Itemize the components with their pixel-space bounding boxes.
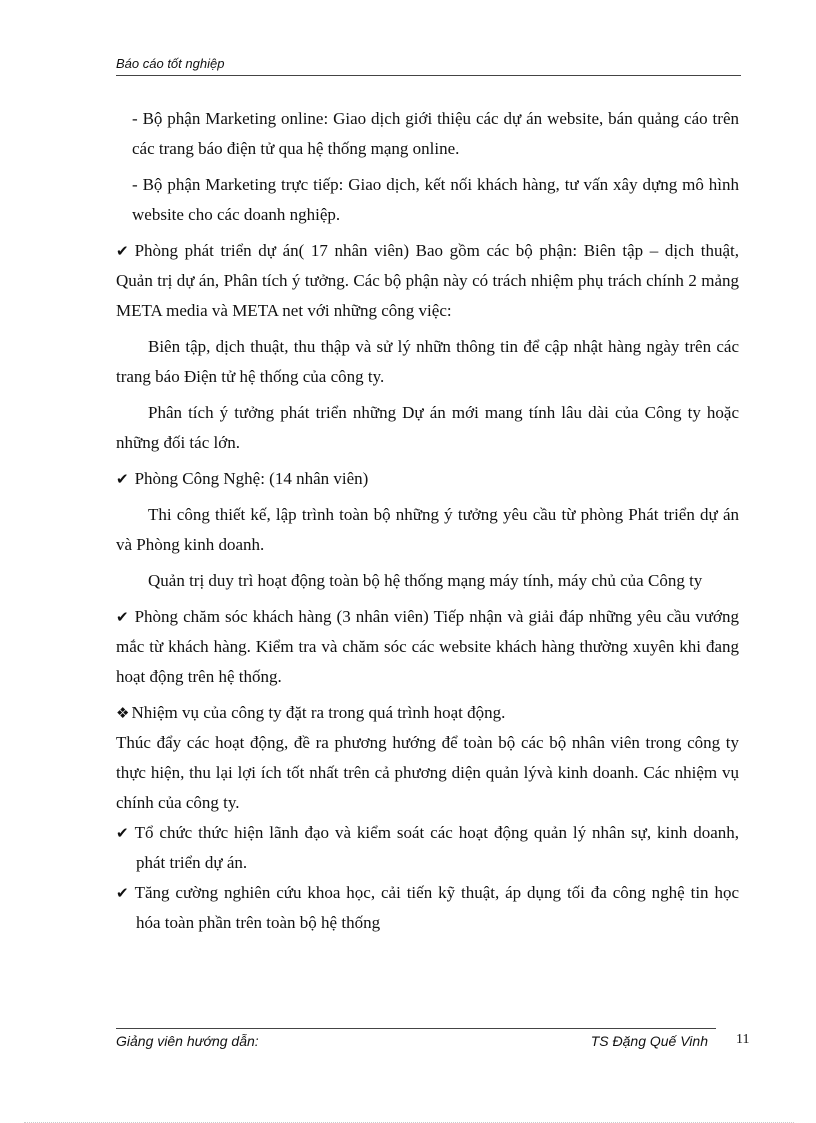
paragraph-marketing-direct: - Bộ phận Marketing trực tiếp: Giao dịch, kết nối khách hàng, tư vấn xây dựng mô hình website cho các doanh nghiệp. [132,175,739,224]
paragraph-mission-2 [116,878,739,938]
paragraph-text: Nhiệm vụ của công ty đặt ra trong quá trình hoạt động. [131,703,506,722]
paragraph-construction: Thi công thiết kế, lập trình toàn bộ những ý tưởng yêu cầu từ phòng Phát triển dự án và Phòng kinh doanh. [116,505,739,554]
footer-advisor-name: TS Đặng Quế Vinh [590,1033,708,1049]
paragraph-analysis: Phân tích ý tưởng phát triển những Dự án mới mang tính lâu dài của Công ty hoặc những đối tác lớn. [116,403,739,452]
header-title: Báo cáo tốt nghiệp [116,56,225,71]
paragraph-text: Phòng chăm sóc khách hàng (3 nhân viên) Tiếp nhận và giải đáp những yêu cầu vướng mắc từ khách hàng. Kiểm tra và chăm sóc các website khách hàng thường xuyên khi đang hoạt động trên hệ thống. [116,607,739,686]
paragraph-mission-body: Thúc đẩy các hoạt động, đề ra phương hướng để toàn bộ các bộ nhân viên trong công ty thực hiện, thu lại lợi ích tốt nhất trên cả phương diện quản lývà kinh doanh. Các nhiệm vụ chính của công ty. [116,733,739,812]
page-header [116,56,741,76]
paragraph-text: Tăng cường nghiên cứu khoa học, cải tiến kỹ thuật, áp dụng tối đa công nghệ tin học hóa toàn phần trên toàn bộ hệ thống [134,883,739,932]
page-number: 11 [736,1032,750,1047]
paragraph-customer-care [116,602,739,692]
paragraph-project-dept [116,236,739,326]
page-footer [116,1028,716,1049]
paragraph-text: Phòng phát triển dự án( 17 nhân viên) Bao gồm các bộ phận: Biên tập – dịch thuật, Quản trị dự án, Phân tích ý tưởng. Các bộ phận này có trách nhiệm phụ trách chính 2 mảng META media và META net với những công việc: [116,241,739,320]
paragraph-network-admin: Quản trị duy trì hoạt động toàn bộ hệ thống mạng máy tính, máy chủ của Công ty [148,571,703,590]
paragraph-mission-1 [116,818,739,878]
checkmark-icon: ✔ [116,884,129,902]
paragraph-text: Phòng Công Nghệ: (14 nhân viên) [134,469,369,488]
diamond-bullet-icon: ❖ [116,704,130,722]
checkmark-icon: ✔ [116,470,129,488]
checkmark-icon: ✔ [116,824,129,842]
paragraph-text: Tổ chức thức hiện lãnh đạo và kiểm soát các hoạt động quản lý nhân sự, kinh doanh, phát triển dự án. [134,823,739,872]
paragraph-editing: Biên tập, dịch thuật, thu thập và sử lý nhữn thông tin để cập nhật hàng ngày trên các trang báo Điện tử hệ thống của công ty. [116,337,739,386]
paragraph-marketing-online: - Bộ phận Marketing online: Giao dịch giới thiệu các dự án website, bán quảng cáo trên các trang báo điện tử qua hệ thống mạng online. [132,109,739,158]
paragraph-mission-heading [116,698,739,728]
paragraph-tech-dept [116,464,739,494]
checkmark-icon: ✔ [116,242,129,260]
footer-advisor-label: Giảng viên hướng dẫn: [116,1033,259,1049]
checkmark-icon: ✔ [116,608,129,626]
document-body [116,104,739,938]
